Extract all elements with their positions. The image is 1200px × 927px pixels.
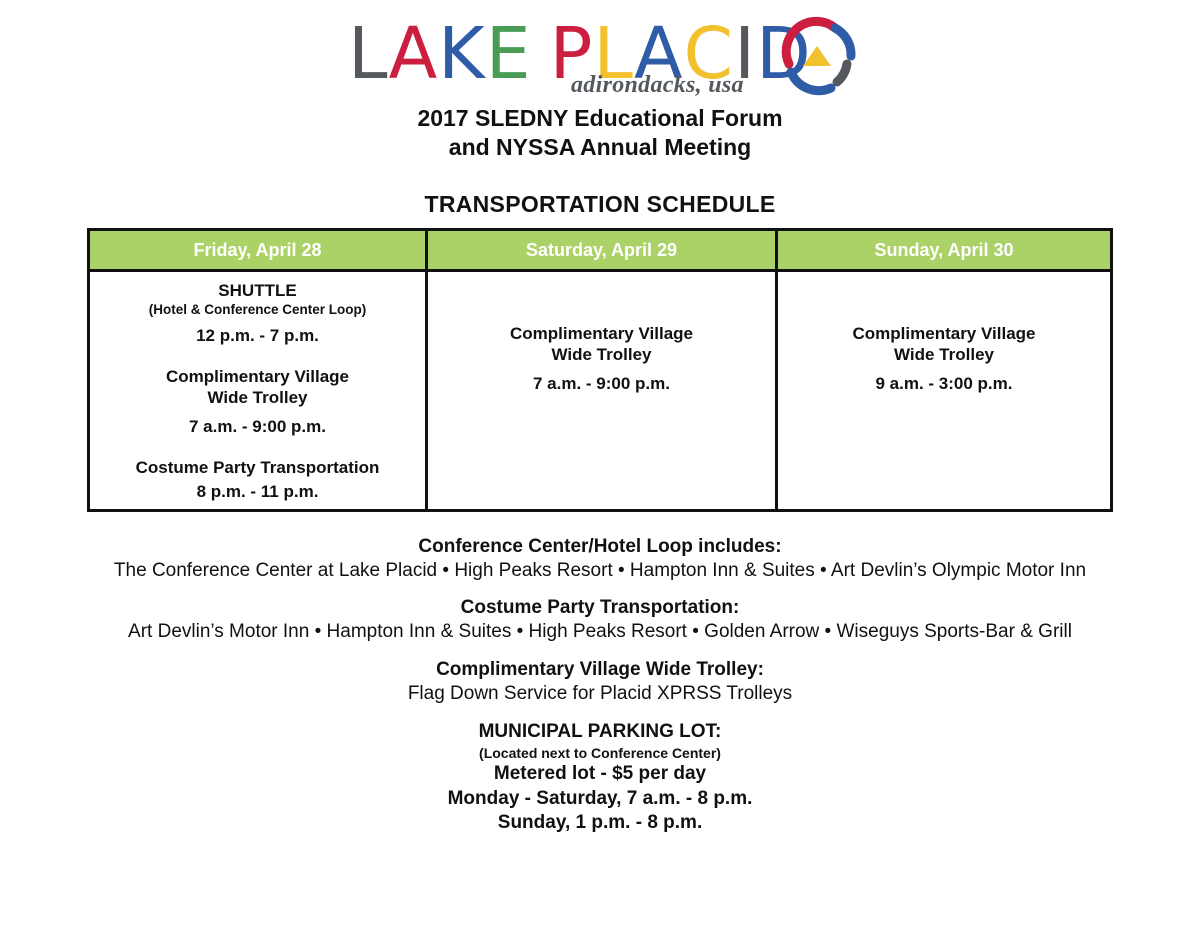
column-header-friday: Friday, April 28: [90, 231, 425, 272]
logo-letter: L: [348, 12, 389, 95]
parking-line-3: Sunday, 1 p.m. - 8 p.m.: [497, 812, 703, 833]
logo-letter: L: [593, 12, 634, 95]
lake-placid-logo: [348, 14, 858, 100]
logo-letter: D: [756, 12, 812, 95]
loop-stops: The Conference Center at Lake Placid • High Peaks Resort • Hampton Inn & Suites • Art Devlin’s Olympic Motor Inn: [113, 560, 1087, 581]
column-saturday: [428, 231, 778, 509]
parking-heading: MUNICIPAL PARKING LOT:: [478, 721, 722, 742]
trolley-title-line-2: Wide Trolley: [551, 345, 652, 364]
column-header-saturday: Saturday, April 29: [428, 231, 775, 272]
parking-line-2: Monday - Saturday, 7 a.m. - 8 p.m.: [447, 788, 753, 809]
loop-section: [0, 535, 1200, 583]
trolley-time: 7 a.m. - 9:00 p.m.: [533, 374, 670, 393]
column-header-sunday: Sunday, April 30: [778, 231, 1110, 272]
logo-letter: I: [734, 12, 757, 95]
friday-cell: [90, 280, 425, 502]
shuttle-time: 12 p.m. - 7 p.m.: [196, 326, 319, 345]
trolley-title-line-1: Complimentary Village: [852, 324, 1036, 343]
logo-letter: A: [633, 12, 684, 95]
parking-section: [0, 720, 1200, 835]
transportation-schedule-table: [87, 228, 1113, 512]
logo-letter: A: [388, 12, 439, 95]
trolley-text: Flag Down Service for Placid XPRSS Trolleys: [407, 683, 793, 704]
trolley-title-line-2: Wide Trolley: [894, 345, 994, 364]
event-title-line-2: and NYSSA Annual Meeting: [448, 134, 752, 160]
logo-letter: P: [549, 12, 594, 95]
logo-letter: C: [683, 12, 735, 95]
trolley-section: [0, 658, 1200, 706]
costume-time: 8 p.m. - 11 p.m.: [196, 482, 319, 501]
trolley-title-line-1: Complimentary Village: [510, 324, 693, 343]
logo-letter: K: [438, 12, 486, 95]
sunday-cell: [778, 323, 1110, 394]
trolley-time: 9 a.m. - 3:00 p.m.: [875, 374, 1013, 393]
costume-stops: Art Devlin’s Motor Inn • Hampton Inn & Suites • High Peaks Resort • Golden Arrow • Wiseguys Sports-Bar & Grill: [128, 621, 1072, 642]
costume-section: [0, 596, 1200, 644]
logo-tagline: adirondacks, usa: [571, 72, 744, 98]
costume-title: Costume Party Transportation: [135, 458, 380, 477]
shuttle-title: SHUTTLE: [218, 281, 297, 300]
shuttle-subtitle: (Hotel & Conference Center Loop): [148, 302, 367, 317]
trolley-title-line-2: Wide Trolley: [207, 388, 308, 407]
parking-subtitle: (Located next to Conference Center): [479, 745, 721, 761]
saturday-cell: [428, 323, 775, 394]
mountain-swirl-icon: [773, 14, 859, 100]
costume-heading: Costume Party Transportation:: [460, 597, 740, 618]
logo-letter: E: [485, 12, 532, 95]
column-friday: [90, 231, 428, 509]
loop-heading: Conference Center/Hotel Loop includes:: [418, 536, 782, 557]
event-title-line-1: 2017 SLEDNY Educational Forum: [417, 105, 783, 131]
column-sunday: [778, 231, 1110, 509]
parking-line-1: Metered lot - $5 per day: [493, 763, 707, 784]
schedule-title: TRANSPORTATION SCHEDULE: [424, 191, 776, 217]
trolley-time: 7 a.m. - 9:00 p.m.: [189, 417, 326, 436]
trolley-title-line-1: Complimentary Village: [166, 367, 349, 386]
trolley-heading: Complimentary Village Wide Trolley:: [436, 659, 764, 680]
